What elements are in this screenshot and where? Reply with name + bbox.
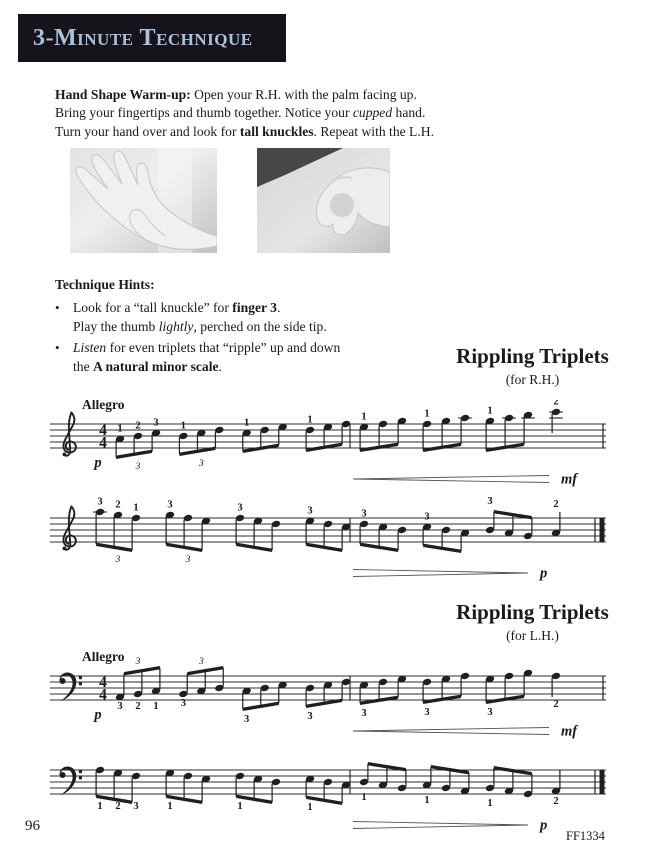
- finger-number: 1: [133, 502, 139, 514]
- staff-lh-line2-svg: [0, 746, 648, 838]
- finger-number: 2: [553, 699, 559, 710]
- text-segment: Look for a “tall knuckle” for: [73, 300, 233, 316]
- finger-number: 2: [135, 701, 141, 712]
- finger-number: 3: [487, 496, 493, 507]
- finger-number: 2: [553, 499, 559, 510]
- piece-subtitle-text: (for L.H.): [506, 628, 559, 643]
- finger-number: 1: [487, 798, 493, 809]
- decrescendo-hairpin: [353, 822, 528, 826]
- piece-title-rh: [425, 344, 640, 388]
- finger-number: 1: [487, 405, 493, 417]
- triplet-numeral: 3: [185, 555, 191, 565]
- finger-number: 2: [553, 400, 559, 408]
- dynamic-marking: mf: [561, 471, 578, 488]
- crescendo-hairpin: [353, 731, 549, 735]
- staff-rh-line1-svg: [0, 400, 648, 492]
- staff-rh-line2: [0, 494, 648, 586]
- text-segment: Play the thumb: [73, 318, 159, 334]
- finger-number: 3: [361, 508, 367, 520]
- triplet-numeral: 3: [115, 555, 121, 565]
- finger-number: 1: [237, 801, 243, 812]
- treble-clef-icon: [63, 413, 75, 456]
- final-barline-thick: [600, 518, 605, 542]
- finger-number: 3: [153, 417, 159, 429]
- text-segment: hand.: [392, 105, 426, 121]
- text-segment: tall knuckles: [239, 123, 314, 139]
- finger-number: 3: [244, 714, 250, 725]
- finger-number: 1: [117, 423, 123, 435]
- text-line: [55, 104, 485, 122]
- finger-number: 1: [361, 411, 367, 423]
- time-signature-bottom: 4: [99, 686, 107, 704]
- finger-number: 3: [97, 496, 103, 508]
- text-segment: A natural minor scale: [93, 358, 219, 374]
- finger-number: 3: [361, 708, 367, 719]
- warmup-paragraph: [55, 86, 485, 141]
- crescendo-hairpin: [353, 476, 549, 480]
- bass-clef-icon: [60, 672, 83, 701]
- staff-lh-line1-svg: [0, 652, 648, 744]
- triplet-numeral: 3: [135, 657, 141, 667]
- treble-clef-dot: [63, 547, 67, 551]
- triplet-numeral: 3: [135, 462, 141, 472]
- page-number: 96: [25, 818, 40, 834]
- bullet-glyph: •: [55, 340, 60, 356]
- finger-number: 3: [424, 511, 430, 523]
- text-line: [73, 358, 340, 376]
- text-segment: . Repeat with the L.H.: [313, 123, 434, 139]
- catalog-number: FF1334: [566, 829, 605, 843]
- hints-title: Technique Hints:: [55, 277, 155, 292]
- piece-title-lh: [425, 600, 640, 644]
- bullet-text: [73, 299, 327, 336]
- text-segment: , perched on the side tip.: [193, 318, 327, 334]
- text-segment: lightly: [158, 318, 194, 334]
- section-title: 3-Minute Technique: [33, 24, 253, 51]
- decrescendo-hairpin: [353, 573, 528, 577]
- bullet-glyph: •: [55, 300, 60, 316]
- staff-rh-line1: [0, 400, 648, 492]
- time-signature-top: 4: [99, 674, 107, 691]
- dynamic-marking: mf: [561, 723, 578, 740]
- finger-number: 1: [153, 701, 159, 712]
- finger-number: 3: [307, 505, 313, 517]
- dynamic-marking: p: [540, 565, 548, 582]
- finger-number: 3: [167, 499, 173, 511]
- piece-title-text: Rippling Triplets: [456, 344, 609, 368]
- time-signature-bottom: 4: [99, 434, 107, 452]
- text-segment: Bring your fingertips and thumb together. Notice your: [55, 105, 353, 121]
- staff-lh-line2: [0, 746, 648, 838]
- text-segment: Open your R.H. with the palm facing up.: [190, 87, 417, 102]
- finger-number: 3: [117, 701, 123, 712]
- text-segment: .: [218, 358, 222, 374]
- finger-number: 3: [133, 801, 139, 812]
- finger-number: 1: [167, 801, 173, 812]
- triplet-numeral: 3: [198, 459, 204, 469]
- finger-number: 1: [307, 414, 313, 426]
- text-line: [73, 299, 327, 317]
- finger-number: 2: [115, 499, 121, 511]
- hand-photos: [70, 148, 390, 253]
- open-palm-illustration: [70, 148, 217, 253]
- finger-number: 1: [244, 417, 250, 429]
- tall-knuckles-illustration: [257, 148, 390, 253]
- finger-number: 2: [553, 796, 559, 807]
- bass-clef-icon: [60, 766, 83, 795]
- piece-title-text: Rippling Triplets: [456, 600, 609, 624]
- finger-number: 2: [115, 801, 121, 812]
- text-segment: the: [73, 358, 94, 374]
- staff-lh-line1: [0, 652, 648, 744]
- text-segment: cupped: [352, 105, 393, 121]
- bullet-item: [55, 299, 495, 336]
- dynamic-marking: p: [540, 817, 548, 834]
- finger-number: 1: [424, 408, 430, 420]
- text-line: [73, 318, 327, 336]
- text-segment: finger 3: [232, 300, 277, 316]
- tempo-marking: Allegro: [82, 652, 125, 664]
- section-header-banner: [18, 14, 286, 62]
- bullet-text: [73, 339, 340, 376]
- final-barline-thick: [600, 770, 605, 794]
- triplet-numeral: 3: [198, 657, 204, 667]
- staff-rh-line2-svg: [0, 494, 648, 586]
- finger-number: 1: [361, 792, 367, 803]
- finger-number: 3: [424, 707, 430, 718]
- dynamic-marking: p: [94, 707, 102, 723]
- finger-number: 3: [307, 711, 313, 722]
- piece-subtitle-text: (for R.H.): [505, 372, 560, 387]
- finger-number: 1: [307, 802, 313, 813]
- dynamic-marking: p: [94, 455, 102, 471]
- text-segment: for even triplets that “ripple” up and down: [106, 340, 341, 356]
- text-line: [55, 123, 485, 141]
- text-line: [55, 86, 485, 104]
- finger-number: 3: [237, 502, 243, 514]
- text-segment: Turn your hand over and look for: [55, 123, 240, 139]
- text-segment: .: [276, 300, 281, 316]
- text-segment: Listen: [73, 340, 107, 356]
- tempo-marking: Allegro: [82, 400, 125, 412]
- finger-number: 2: [135, 420, 141, 432]
- finger-number: 3: [487, 707, 493, 718]
- decrescendo-hairpin: [353, 825, 528, 829]
- open-palm-photo: [70, 148, 217, 253]
- finger-number: 1: [97, 801, 103, 812]
- text-segment: Hand Shape Warm-up:: [55, 87, 191, 102]
- crescendo-hairpin: [353, 479, 549, 483]
- time-signature-top: 4: [99, 422, 107, 439]
- crescendo-hairpin: [353, 728, 549, 732]
- text-line: [73, 339, 340, 357]
- finger-number: 3: [180, 698, 186, 709]
- finger-number: 1: [424, 795, 430, 806]
- treble-clef-dot: [63, 453, 67, 457]
- treble-clef-icon: [63, 507, 75, 550]
- tall-knuckles-photo: [257, 148, 390, 253]
- finger-number: 1: [180, 420, 186, 432]
- decrescendo-hairpin: [353, 570, 528, 574]
